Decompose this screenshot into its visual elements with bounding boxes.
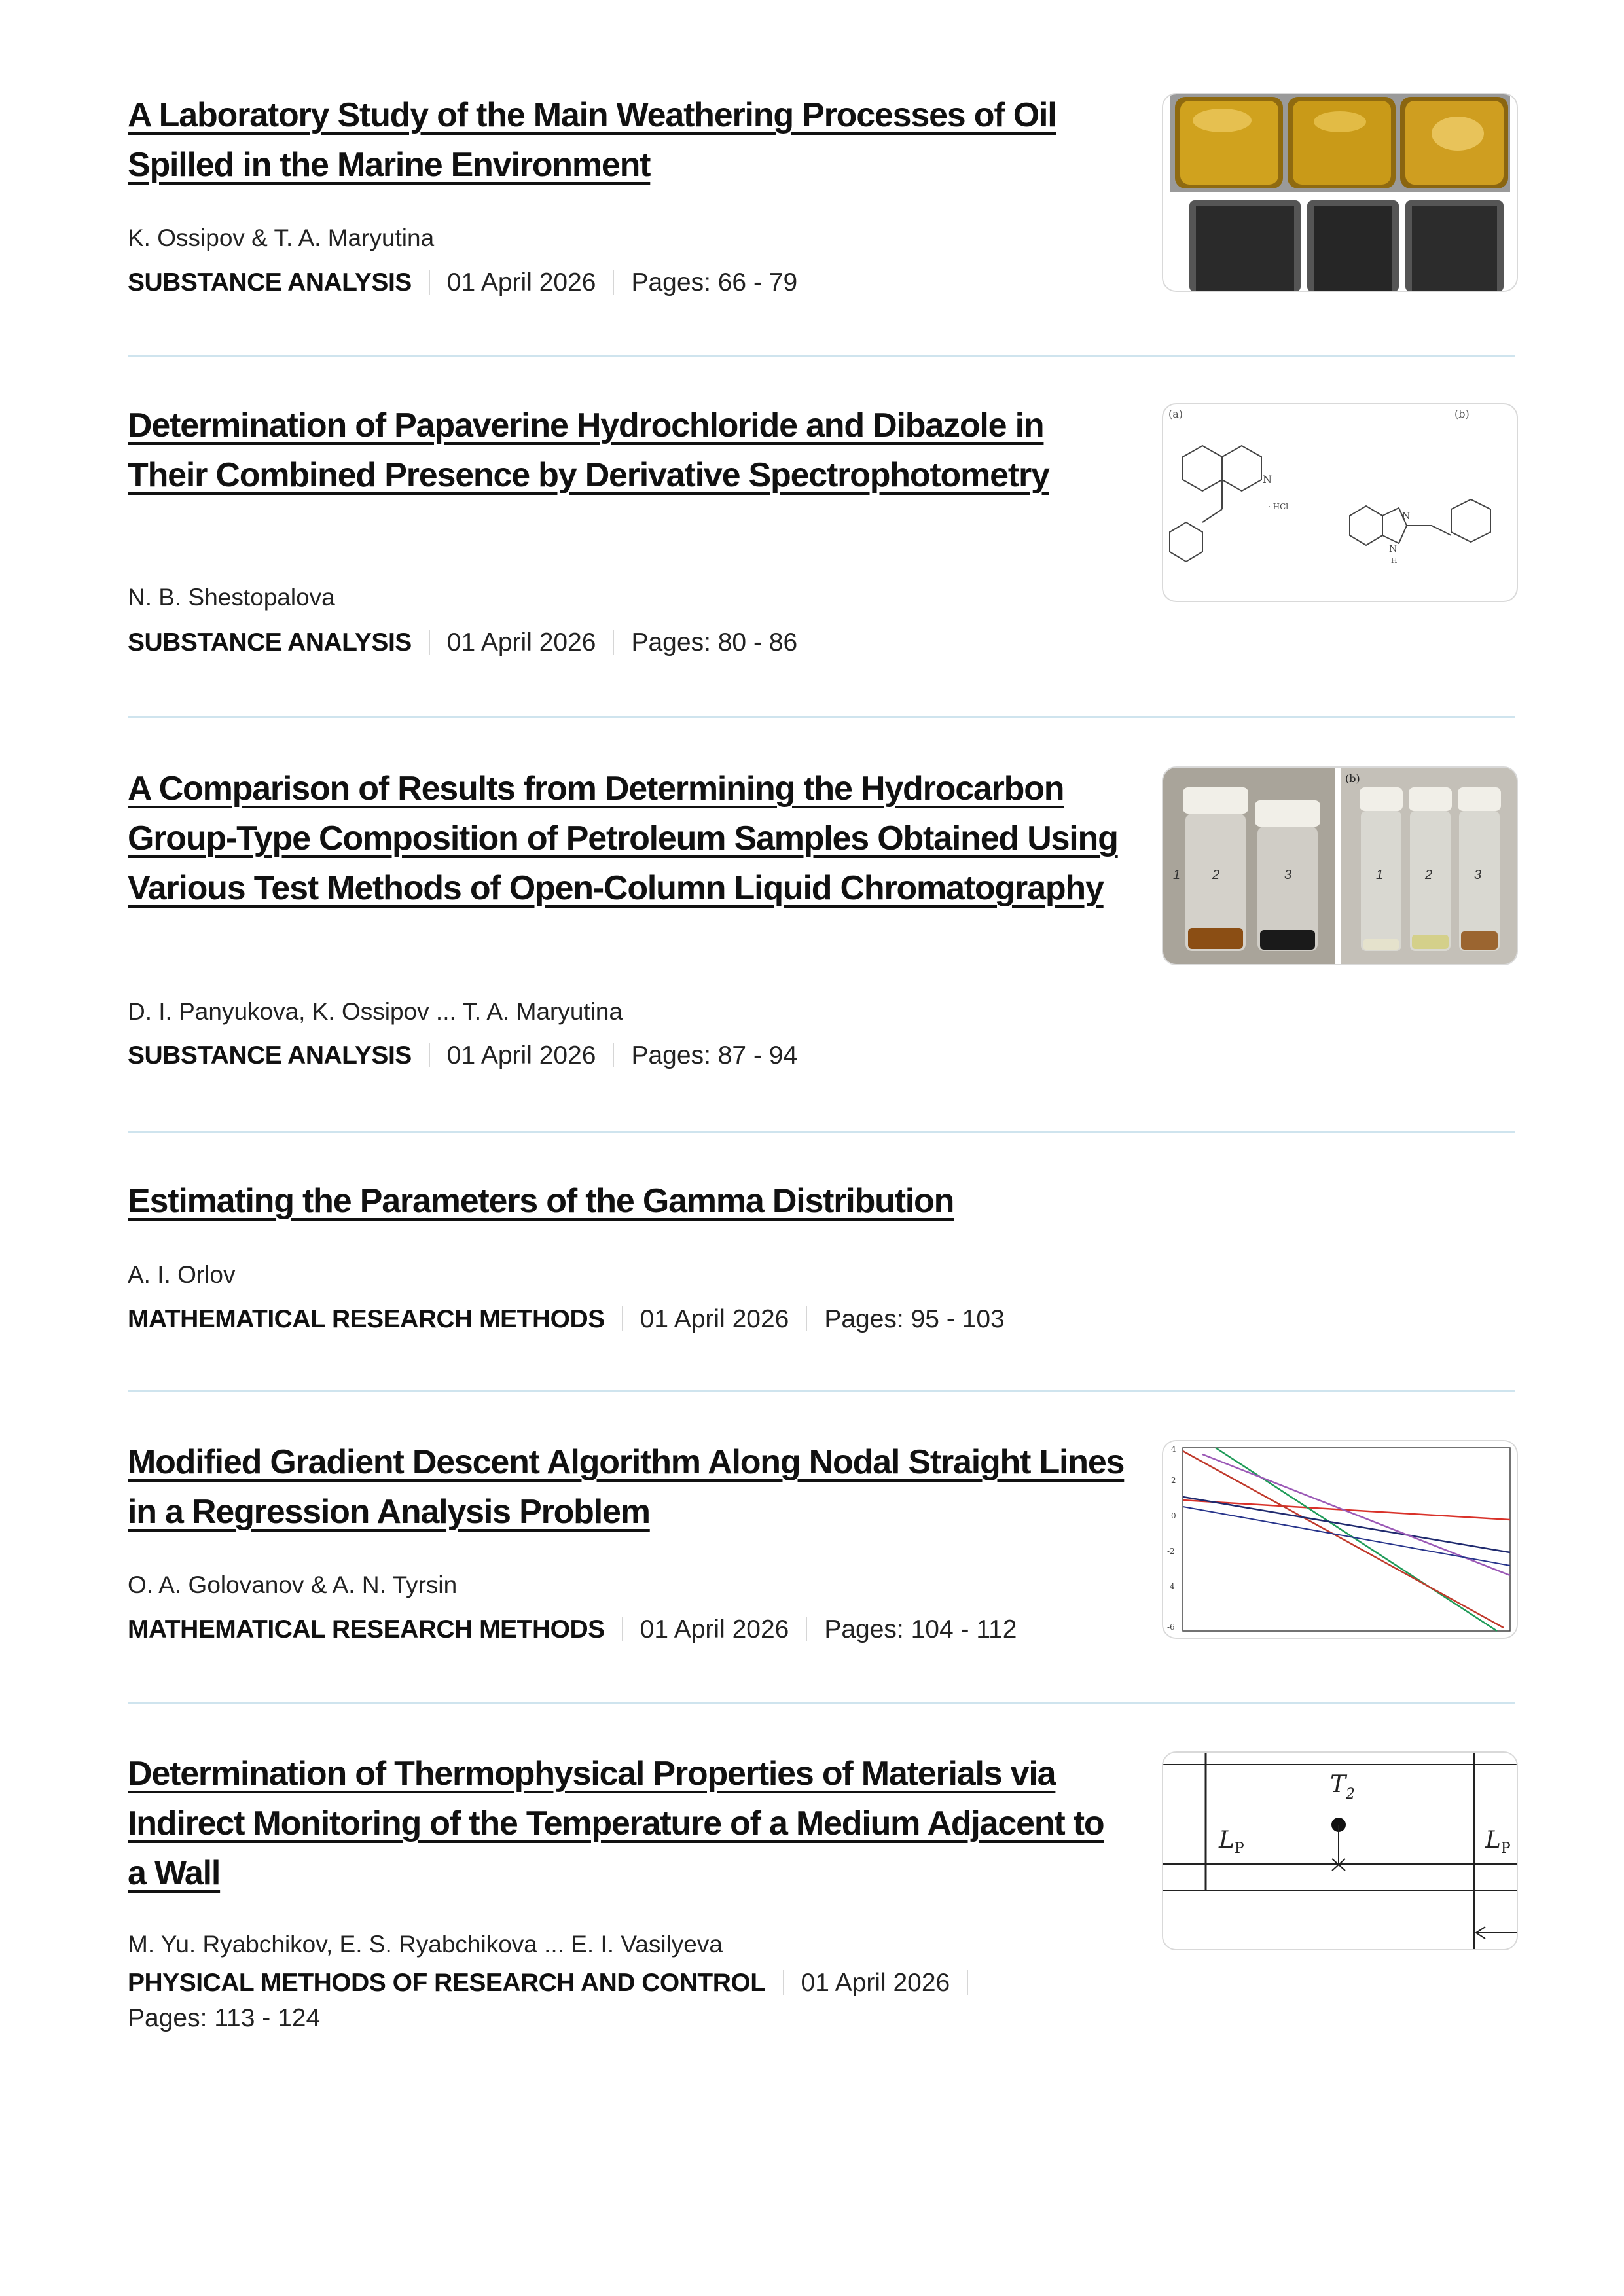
figure-label: (a): [1168, 408, 1183, 420]
sample-vials-image: [1163, 768, 1517, 964]
oil-samples-image: [1163, 94, 1517, 291]
article-date: 01 April 2026: [640, 1615, 789, 1643]
article-meta: [128, 1615, 1017, 1644]
svg-text:1: 1: [1376, 868, 1384, 882]
meta-separator: [429, 630, 430, 655]
meta-separator: [613, 270, 614, 295]
svg-text:T2: $T_2$: [1330, 1771, 1356, 1803]
article-divider: [128, 1390, 1515, 1392]
svg-text:0: 0: [1171, 1511, 1176, 1520]
article-authors: M. Yu. Ryabchikov, E. S. Ryabchikova ... E. I. Vasilyeva: [128, 1931, 723, 1958]
article-pages: Pages: 113 - 124: [128, 2004, 321, 2032]
article-category[interactable]: PHYSICAL METHODS OF RESEARCH AND CONTROL: [128, 1969, 766, 1997]
article-authors: N. B. Shestopalova: [128, 584, 335, 611]
svg-text:N: N: [1263, 473, 1272, 486]
meta-separator: [967, 1970, 968, 1995]
article-divider: [128, 716, 1515, 718]
article-6: [128, 1749, 1515, 2050]
article-meta: [128, 628, 797, 657]
article-3: [128, 764, 1515, 1091]
svg-text:· HCl: · HCl: [1268, 502, 1289, 511]
svg-text:-6: -6: [1167, 1623, 1175, 1632]
svg-text:N: N: [1389, 544, 1398, 554]
meta-separator: [806, 1306, 807, 1331]
article-authors: O. A. Golovanov & A. N. Tyrsin: [128, 1571, 458, 1598]
svg-text:2: 2: [1171, 1476, 1176, 1485]
svg-text:2: 2: [1212, 868, 1220, 882]
meta-separator: [613, 630, 614, 655]
article-meta: [128, 1305, 1005, 1334]
svg-text:3: 3: [1284, 868, 1292, 882]
article-5: [128, 1437, 1515, 1653]
article-title-link[interactable]: A Laboratory Study of the Main Weathering Processes of Oil Spilled in the Marine Environment: [128, 96, 1056, 184]
article-category[interactable]: MATHEMATICAL RESEARCH METHODS: [128, 1305, 605, 1333]
svg-text:4: 4: [1171, 1444, 1176, 1454]
article-date: 01 April 2026: [640, 1305, 789, 1333]
article-pages: Pages: 95 - 103: [824, 1305, 1005, 1333]
svg-text:-4: -4: [1167, 1582, 1175, 1591]
article-thumbnail-chemical-structures[interactable]: [1162, 403, 1518, 602]
article-title-link[interactable]: Determination of Thermophysical Properties of Materials via Indirect Monitoring of the Temperature of a Medium Adjacent to a Wall: [128, 1755, 1104, 1892]
article-divider: [128, 355, 1515, 357]
article-authors: D. I. Panyukova, K. Ossipov ... T. A. Maryutina: [128, 998, 623, 1025]
svg-text:1: 1: [1173, 868, 1181, 882]
article-pages: Pages: 104 - 112: [824, 1615, 1017, 1643]
chemical-structures-image: [1163, 404, 1517, 601]
article-4: [128, 1176, 1515, 1340]
article-date: 01 April 2026: [446, 268, 596, 296]
article-1: [128, 90, 1515, 306]
article-category[interactable]: SUBSTANCE ANALYSIS: [128, 628, 412, 656]
meta-separator: [613, 1043, 614, 1067]
regression-lines-image: [1163, 1441, 1517, 1638]
article-thumbnail-sample-vials[interactable]: [1162, 766, 1518, 965]
article-meta: [128, 1041, 797, 1070]
article-pages: Pages: 80 - 86: [631, 628, 798, 656]
article-title-link[interactable]: Modified Gradient Descent Algorithm Along Nodal Straight Lines in a Regression Analysis Problem: [128, 1443, 1125, 1531]
article-thumbnail-wall-schematic[interactable]: [1162, 1751, 1518, 1950]
article-title-link[interactable]: A Comparison of Results from Determining the Hydrocarbon Group-Type Composition of Petroleum Samples Obtained Using Various Test Methods of Open-Column Liquid Chromatography: [128, 770, 1118, 907]
article-thumbnail-oil-samples[interactable]: [1162, 93, 1518, 292]
article-2: [128, 401, 1515, 662]
svg-text:3: 3: [1474, 868, 1482, 882]
svg-text:N: N: [1402, 511, 1411, 522]
article-authors: K. Ossipov & T. A. Maryutina: [128, 224, 435, 251]
article-category[interactable]: MATHEMATICAL RESEARCH METHODS: [128, 1615, 605, 1643]
svg-text:-2: -2: [1167, 1547, 1175, 1556]
svg-text:LP: $L_P$: [1219, 1827, 1244, 1857]
figure-label: (b): [1454, 408, 1470, 420]
article-meta: [128, 268, 797, 297]
svg-text:(b): (b): [1345, 772, 1360, 785]
svg-text:LP: $L_P$: [1485, 1827, 1511, 1857]
svg-text:H: H: [1391, 556, 1398, 565]
wall-schematic-image: [1163, 1753, 1517, 1949]
meta-separator: [429, 1043, 430, 1067]
article-category[interactable]: SUBSTANCE ANALYSIS: [128, 1041, 412, 1069]
svg-text:2: 2: [1425, 868, 1433, 882]
article-date: 01 April 2026: [446, 1041, 596, 1069]
article-divider: [128, 1131, 1515, 1133]
article-title-link[interactable]: Determination of Papaverine Hydrochloride and Dibazole in Their Combined Presence by Derivative Spectrophotometry: [128, 406, 1049, 494]
article-title-link[interactable]: Estimating the Parameters of the Gamma Distribution: [128, 1182, 954, 1220]
meta-separator: [429, 270, 430, 295]
article-pages-line: [128, 2004, 320, 2033]
meta-separator: [622, 1617, 623, 1641]
article-pages: Pages: 87 - 94: [631, 1041, 798, 1069]
article-date: 01 April 2026: [446, 628, 596, 656]
meta-separator: [622, 1306, 623, 1331]
article-authors: A. I. Orlov: [128, 1261, 236, 1288]
article-pages: Pages: 66 - 79: [631, 268, 798, 296]
article-meta: [128, 1969, 985, 1998]
meta-separator: [806, 1617, 807, 1641]
article-category[interactable]: SUBSTANCE ANALYSIS: [128, 268, 412, 296]
article-divider: [128, 1702, 1515, 1704]
article-thumbnail-regression-plot[interactable]: [1162, 1440, 1518, 1639]
meta-separator: [783, 1970, 784, 1995]
article-date: 01 April 2026: [801, 1969, 950, 1997]
